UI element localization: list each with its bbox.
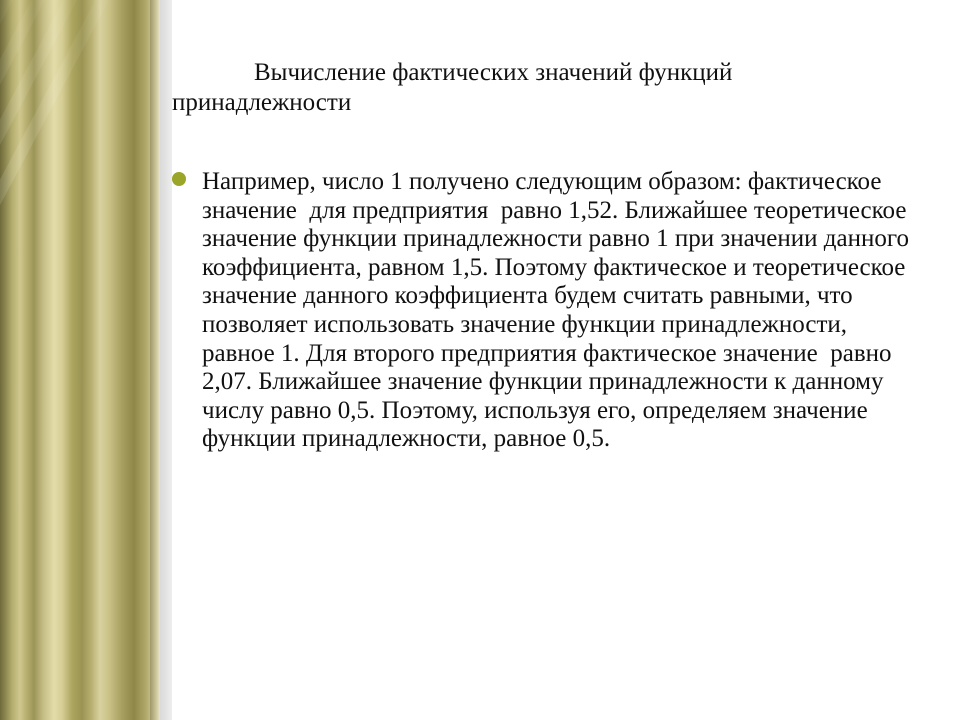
decorative-gold-border (0, 0, 160, 720)
slide-content (172, 0, 960, 720)
bullet-paragraph: Например, число 1 получено следующим образом: фактическое значение для предприятия равно 1,52. Ближайшее теоретическое значение функции принадлежности равно 1 при значении данного коэффициента, равном 1,5. Поэтому фактическое и теоретическое значение данного коэффициента будем считать равными, что позволяет использовать значение функции принадлежности, равное 1. Для второго предприятия фактическое значение равно 2,07. Ближайшее значение функции принадлежности к данному числу равно 0,5. Поэтому, используя его, определяем значение функции принадлежности, равное 0,5. (202, 168, 916, 453)
slide-title-text: Вычисление фактических значений функций принадлежности (172, 59, 733, 116)
bullet-dot-icon (172, 172, 186, 186)
slide-title (172, 58, 912, 118)
